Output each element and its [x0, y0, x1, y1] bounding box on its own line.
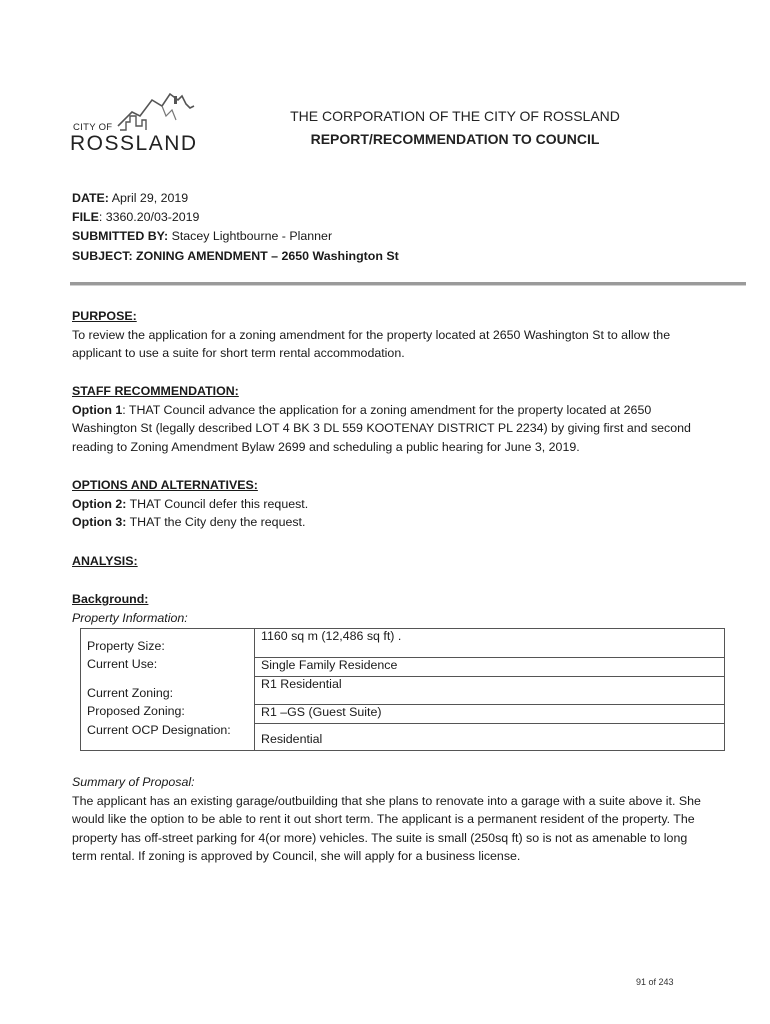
file-line: [72, 208, 399, 227]
option-3-text: THAT the City deny the request.: [126, 515, 306, 530]
option-1-label: Option 1: [72, 402, 123, 417]
logo-city-text: CITY OF: [73, 122, 113, 133]
table-cell-label: Current OCP Designation:: [81, 723, 255, 750]
submitted-line: [72, 227, 399, 246]
table-row: [81, 704, 725, 723]
table-row: [81, 629, 725, 658]
background-section: [72, 590, 702, 627]
summary-text: The applicant has an existing garage/outbuilding that she plans to renovate into a garage with a suite above it. She would like the option to be able to rent it out short term. The applicant is a permanent resident of the property. The property has off-street parking for 4(or more) vehicles. The suite is small (250sq ft) so is not as amenable to long term rental. If zoning is approved by Council, she will apply for a business license.: [72, 793, 701, 864]
table-cell-value: Single Family Residence: [255, 657, 725, 676]
table-row: [81, 723, 725, 750]
summary-section: [72, 773, 702, 866]
option-2-line: [72, 495, 702, 514]
staff-recommendation-heading: STAFF RECOMMENDATION:: [72, 384, 239, 398]
purpose-heading: PURPOSE:: [72, 309, 137, 323]
purpose-text: To review the application for a zoning amendment for the property located at 2650 Washington St to allow the applicant to use a suite for short term rental accommodation.: [72, 327, 671, 361]
table-cell-value: R1 Residential: [255, 676, 725, 704]
document-subtitle: REPORT/RECOMMENDATION TO COUNCIL: [310, 131, 600, 147]
file-value: : 3360.20/03-2019: [98, 210, 200, 225]
options-heading: OPTIONS AND ALTERNATIVES:: [72, 478, 258, 492]
table-row: [81, 676, 725, 704]
option-3-line: [72, 513, 702, 532]
option-2-text: THAT Council defer this request.: [126, 496, 309, 511]
document-title: THE CORPORATION OF THE CITY OF ROSSLAND: [290, 108, 620, 124]
page-number: 91 of 243: [636, 977, 674, 987]
subject-label: SUBJECT:: [72, 248, 133, 263]
date-label: DATE:: [72, 191, 109, 205]
table-cell-value: Residential: [255, 723, 725, 750]
table-cell-label: Property Size:: [81, 629, 255, 658]
subject-value: ZONING AMENDMENT – 2650 Washington St: [132, 248, 399, 263]
table-cell-label: Current Use:: [81, 657, 255, 676]
staff-recommendation-section: [72, 382, 702, 456]
subject-line: [72, 247, 399, 266]
table-cell-value: 1160 sq m (12,486 sq ft) .: [255, 629, 725, 658]
property-info-label: Property Information:: [72, 610, 188, 625]
table-cell-value: R1 –GS (Guest Suite): [255, 704, 725, 723]
table-row: [81, 657, 725, 676]
date-line: [72, 189, 399, 208]
city-logo: [70, 86, 210, 158]
analysis-section: [72, 552, 702, 571]
background-heading: Background:: [72, 592, 149, 606]
summary-heading: Summary of Proposal:: [72, 775, 195, 789]
option-1-paragraph: [72, 401, 702, 457]
divider-rule-shadow: [70, 285, 746, 286]
purpose-section: [72, 307, 702, 363]
option-2-label: Option 2:: [72, 496, 127, 511]
option-3-label: Option 3:: [72, 515, 127, 530]
file-label: FILE: [72, 210, 99, 225]
report-meta: [72, 189, 399, 266]
option-1-text: : THAT Council advance the application for a zoning amendment for the property located at 2650 Washington St (legally described LOT 4 BK 3 DL 559 KOOTENAY DISTRICT PL 2234) by giving first and second reading to Zoning Amendment Bylaw 2699 and scheduling a public hearing for June 3, 2019.: [72, 402, 691, 454]
analysis-heading: ANALYSIS:: [72, 554, 138, 568]
table-cell-label: Proposed Zoning:: [81, 704, 255, 723]
property-info-table: [80, 628, 725, 751]
submitted-label: SUBMITTED BY:: [72, 229, 169, 244]
submitted-value: Stacey Lightbourne - Planner: [168, 229, 333, 244]
table-cell-label: Current Zoning:: [81, 676, 255, 704]
logo-name-text: ROSSLAND: [70, 132, 198, 155]
date-value: April 29, 2019: [108, 191, 189, 205]
options-section: [72, 476, 702, 532]
